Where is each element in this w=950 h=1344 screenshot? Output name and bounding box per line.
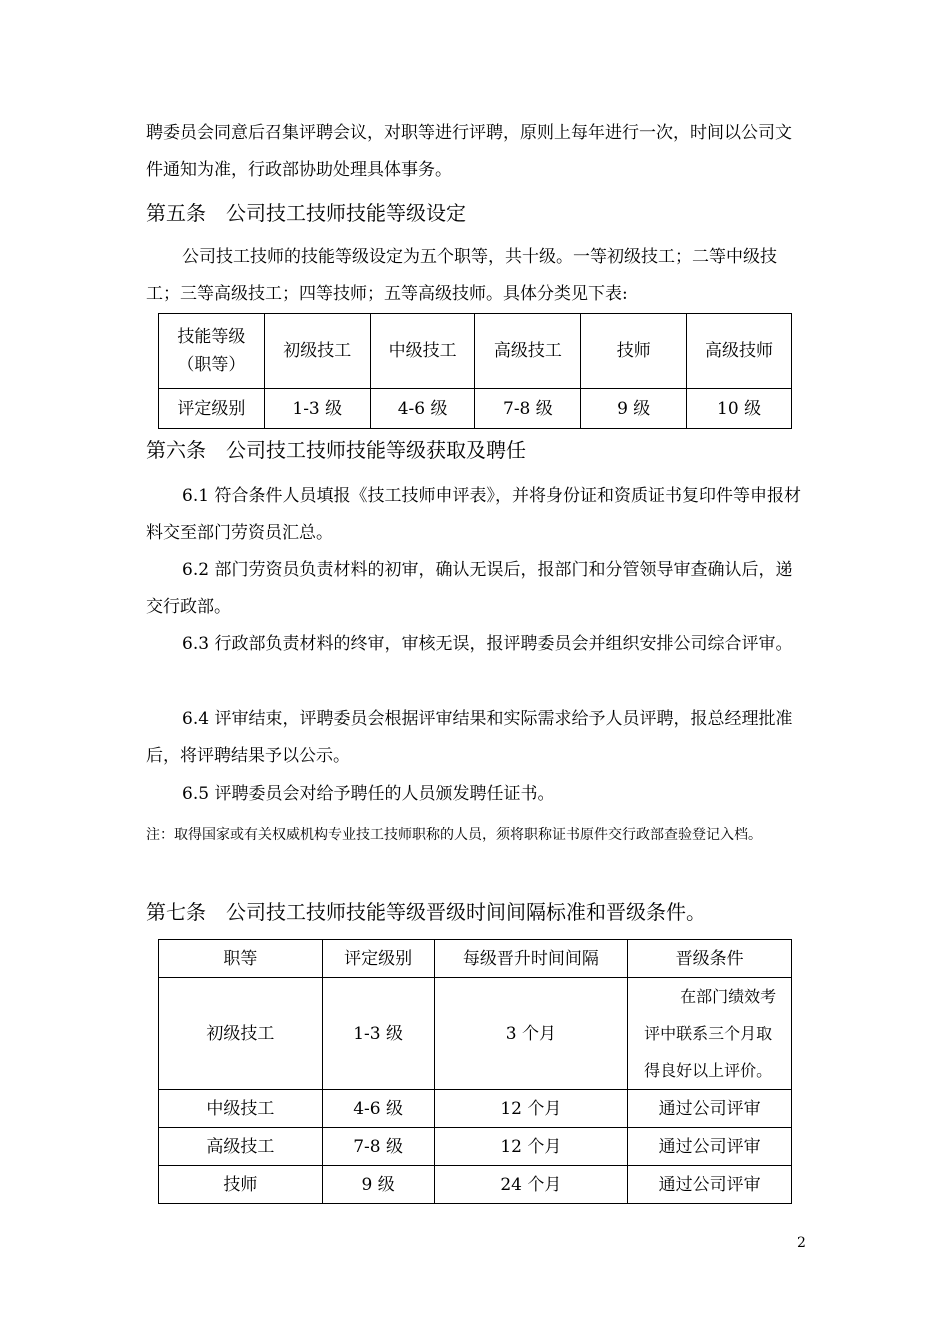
intro-paragraph: 聘委员会同意后召集评聘会议，对职等进行评聘，原则上每年进行一次，时间以公司文件通知为准，行政部协助处理具体事务。 xyxy=(146,123,792,180)
grade-table-cell: 10 级 xyxy=(687,389,792,429)
promotion-table-header-row xyxy=(159,940,792,978)
promotion-table-cell: 技师 xyxy=(159,1166,323,1204)
article-5-paragraph: 公司技工技师的技能等级设定为五个职等，共十级。一等初级技工；二等中级技工；三等高级技工；四等技师；五等高级技师。具体分类见下表: xyxy=(146,247,777,304)
page-number: 2 xyxy=(797,1235,806,1251)
note-paragraph: 注：取得国家或有关权威机构专业技工技师职称的人员，须将职称证书原件交行政部查验登记入档。 xyxy=(146,827,762,843)
grade-table-cell: 高级技师 xyxy=(687,314,792,389)
clause-6-4: 6.4 评审结束，评聘委员会根据评审结果和实际需求给予人员评聘，报总经理批准后，将评聘结果予以公示。 xyxy=(146,709,793,766)
clause-6-1: 6.1 符合条件人员填报《技工技师申评表》，并将身份证和资质证书复印件等申报材料交至部门劳资员汇总。 xyxy=(146,486,801,543)
promotion-table-cell: 9 级 xyxy=(322,1166,434,1204)
grade-table-header-label-line1: 技能等级 xyxy=(177,327,246,347)
promotion-table-row xyxy=(159,1166,792,1204)
promotion-table-cell: 7-8 级 xyxy=(322,1128,434,1166)
article-6-heading: 第六条 公司技工技师技能等级获取及聘任 xyxy=(146,438,526,462)
grade-table-header-label-line2: （职等） xyxy=(177,355,246,375)
promotion-table-row xyxy=(159,978,792,1090)
clause-6-5: 6.5 评聘委员会对给予聘任的人员颁发聘任证书。 xyxy=(182,784,555,804)
grade-table-cell: 技师 xyxy=(581,314,687,389)
promotion-table-cell: 3 个月 xyxy=(434,978,628,1090)
promotion-table-row xyxy=(159,1128,792,1166)
clause-6-2: 6.2 部门劳资员负责材料的初审，确认无误后，报部门和分管领导审查确认后，递交行政部。 xyxy=(146,560,793,617)
clause-6-3: 6.3 行政部负责材料的终审，审核无误，报评聘委员会并组织安排公司综合评审。 xyxy=(182,634,793,654)
promotion-table-cell: 24 个月 xyxy=(434,1166,628,1204)
grade-table-cell: 中级技工 xyxy=(370,314,475,389)
grade-table-level-row xyxy=(159,389,792,429)
promotion-table-condition-cell: 在部门绩效考评中联系三个月取得良好以上评价。 xyxy=(628,978,792,1090)
promotion-table-header: 每级晋升时间间隔 xyxy=(434,940,628,978)
grade-table-cell: 4-6 级 xyxy=(370,389,475,429)
grade-table-cell: 1-3 级 xyxy=(264,389,370,429)
promotion-table-cell: 高级技工 xyxy=(159,1128,323,1166)
grade-table-header-label xyxy=(159,314,265,389)
promotion-table-cell: 12 个月 xyxy=(434,1128,628,1166)
promotion-table-row xyxy=(159,1090,792,1128)
promotion-table-cell: 通过公司评审 xyxy=(628,1090,792,1128)
promotion-table-cell: 12 个月 xyxy=(434,1090,628,1128)
promotion-table-cell: 通过公司评审 xyxy=(628,1128,792,1166)
grade-table-cell: 7-8 级 xyxy=(475,389,581,429)
promotion-table-cell: 通过公司评审 xyxy=(628,1166,792,1204)
grade-table-row-label: 评定级别 xyxy=(159,389,265,429)
grade-table xyxy=(158,313,792,429)
promotion-table-header: 评定级别 xyxy=(322,940,434,978)
grade-table-cell: 9 级 xyxy=(581,389,687,429)
grade-table-cell: 高级技工 xyxy=(475,314,581,389)
promotion-table-cell: 1-3 级 xyxy=(322,978,434,1090)
promotion-table-cell: 4-6 级 xyxy=(322,1090,434,1128)
promotion-table-cell: 中级技工 xyxy=(159,1090,323,1128)
promotion-table-cell: 初级技工 xyxy=(159,978,323,1090)
promotion-table xyxy=(158,939,792,1204)
article-7-heading: 第七条 公司技工技师技能等级晋级时间间隔标准和晋级条件。 xyxy=(146,900,706,924)
promotion-table-header: 晋级条件 xyxy=(628,940,792,978)
grade-table-header-row xyxy=(159,314,792,389)
grade-table-cell: 初级技工 xyxy=(264,314,370,389)
promotion-table-header: 职等 xyxy=(159,940,323,978)
article-5-heading: 第五条 公司技工技师技能等级设定 xyxy=(146,201,466,225)
